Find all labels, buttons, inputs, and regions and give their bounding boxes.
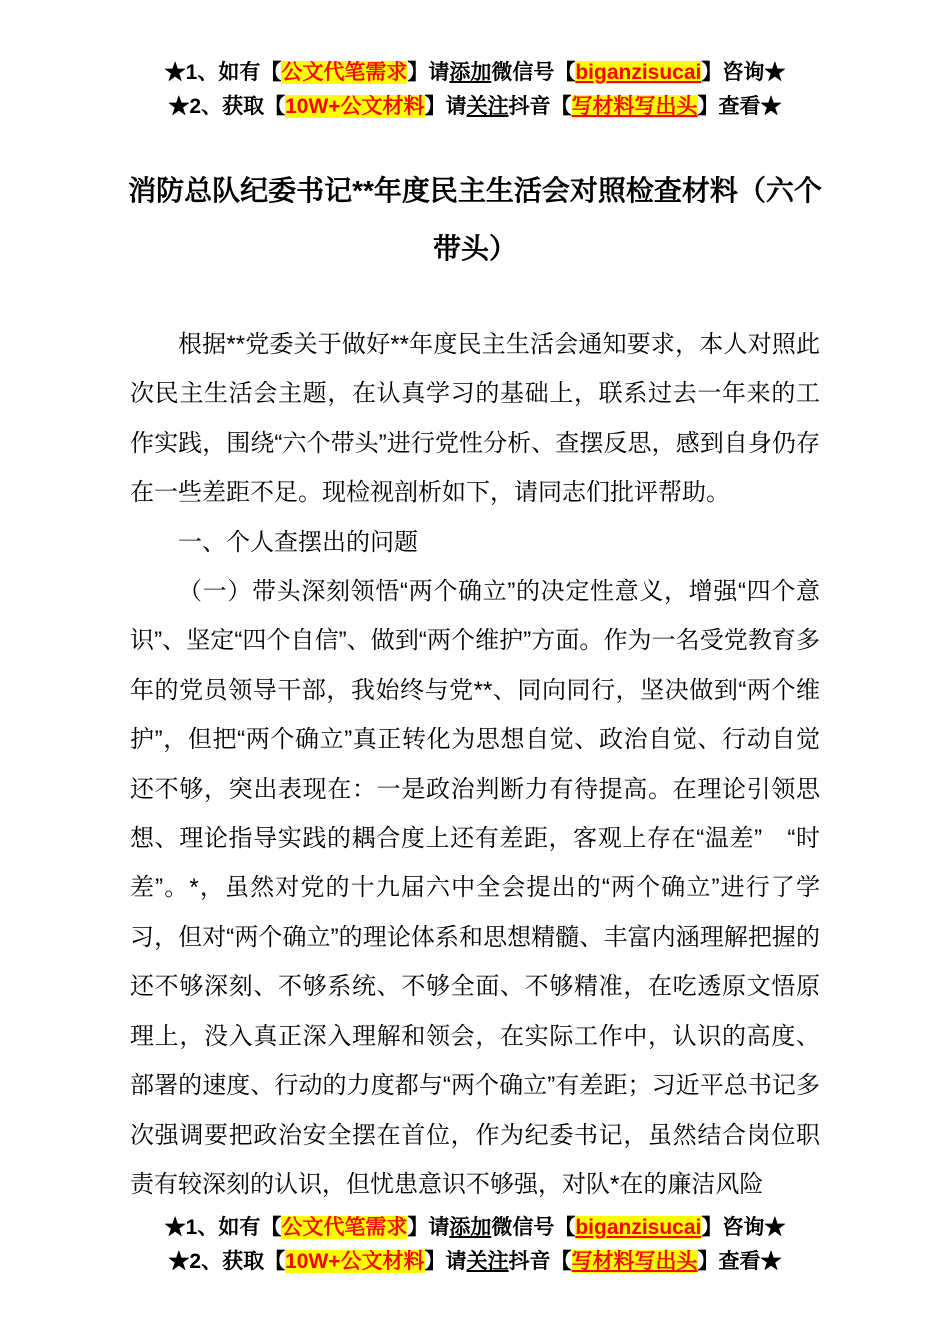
promo-highlight-service: 公文代笔需求 (281, 61, 408, 84)
promo-douyin-id: 写材料写出头 (571, 95, 698, 118)
promo-bracket-request-1: 】请 (407, 61, 450, 84)
promo-banner-bottom (0, 1211, 950, 1279)
promo-underline-follow: 关注 (466, 1250, 509, 1274)
promo-wechat-id: biganzisucai (575, 1216, 702, 1240)
promo-bracket-request-1: 】请 (407, 1216, 450, 1240)
promo-line-1 (0, 56, 950, 90)
promo-highlight-material: 10W+公文材料 (285, 1250, 425, 1274)
promo-bracket-request-2: 】请 (424, 95, 467, 118)
promo-prefix-1: ★1、如有【 (164, 1216, 282, 1240)
promo-underline-follow: 关注 (466, 95, 509, 118)
promo-underline-add: 添加 (449, 61, 492, 84)
promo-underline-add: 添加 (449, 1216, 492, 1240)
promo-douyin-label: 抖音【 (508, 1250, 572, 1274)
promo-douyin-label: 抖音【 (508, 95, 572, 118)
document-title: 消防总队纪委书记**年度民主生活会对照检查材料（六个带头） (128, 175, 822, 264)
promo-wechat-id: biganzisucai (575, 61, 702, 84)
promo-wechat-label: 微信号【 (491, 61, 576, 84)
paragraph-item-one: （一）带头深刻领悟“两个确立”的决定性意义，增强“四个意识”、坚定“四个自信”、做到“两个维护”方面。作为一名受党教育多年的党员领导干部，我始终与党**、同向同行，坚决做到“两个维护”，但把“两个确立”真正转化为思想自觉、政治自觉、行动自觉还不够，突出表现在：一是政治判断力有待提高。在理论引领思想、理论指导实践的耦合度上还有差距，客观上存在“温差” “时差”。*，虽然对党的十九届六中全会提出的“两个确立”进行了学习，但对“两个确立”的理论体系和思想精髓、丰富内涵理解把握的还不够深刻、不够系统、不够全面、不够精准，在吃透原文悟原理上，没入真正深入理解和领会，在实际工作中，认识的高度、部署的速度、行动的力度都与“两个确立”有差距；习近平总书记多次强调要把政治安全摆在首位，作为纪委书记，虽然结合岗位职责有较深刻的认识，但忧患意识不够强，对队*在的廉洁风险 (130, 578, 820, 1198)
promo-prefix-2: ★2、获取【 (168, 1250, 286, 1274)
promo-suffix-2: 】查看★ (697, 95, 782, 118)
promo-wechat-label: 微信号【 (491, 1216, 576, 1240)
promo-suffix-1: 】咨询★ (701, 1216, 786, 1240)
promo-banner-top (0, 0, 950, 124)
promo-highlight-material: 10W+公文材料 (285, 95, 425, 118)
paragraph-intro: 根据**党委关于做好**年度民主生活会通知要求，本人对照此次民主生活会主题，在认真学习的基础上，联系过去一年来的工作实践，围绕“六个带头”进行党性分析、查摆反思，感到自身仍存在一些差距不足。现检视剖析如下，请同志们批评帮助。 (130, 331, 820, 507)
promo-prefix-1: ★1、如有【 (164, 61, 282, 84)
promo-highlight-service: 公文代笔需求 (281, 1216, 408, 1240)
promo-line-1-bottom (0, 1211, 950, 1245)
promo-line-2 (0, 90, 950, 124)
document-body (130, 320, 820, 1209)
promo-bracket-request-2: 】请 (424, 1250, 467, 1274)
promo-line-2-bottom (0, 1245, 950, 1279)
heading-section-one: 一、个人查摆出的问题 (178, 528, 418, 556)
promo-suffix-2: 】查看★ (697, 1250, 782, 1274)
promo-prefix-2: ★2、获取【 (168, 95, 286, 118)
promo-suffix-1: 】咨询★ (701, 61, 786, 84)
promo-douyin-id: 写材料写出头 (571, 1250, 698, 1274)
